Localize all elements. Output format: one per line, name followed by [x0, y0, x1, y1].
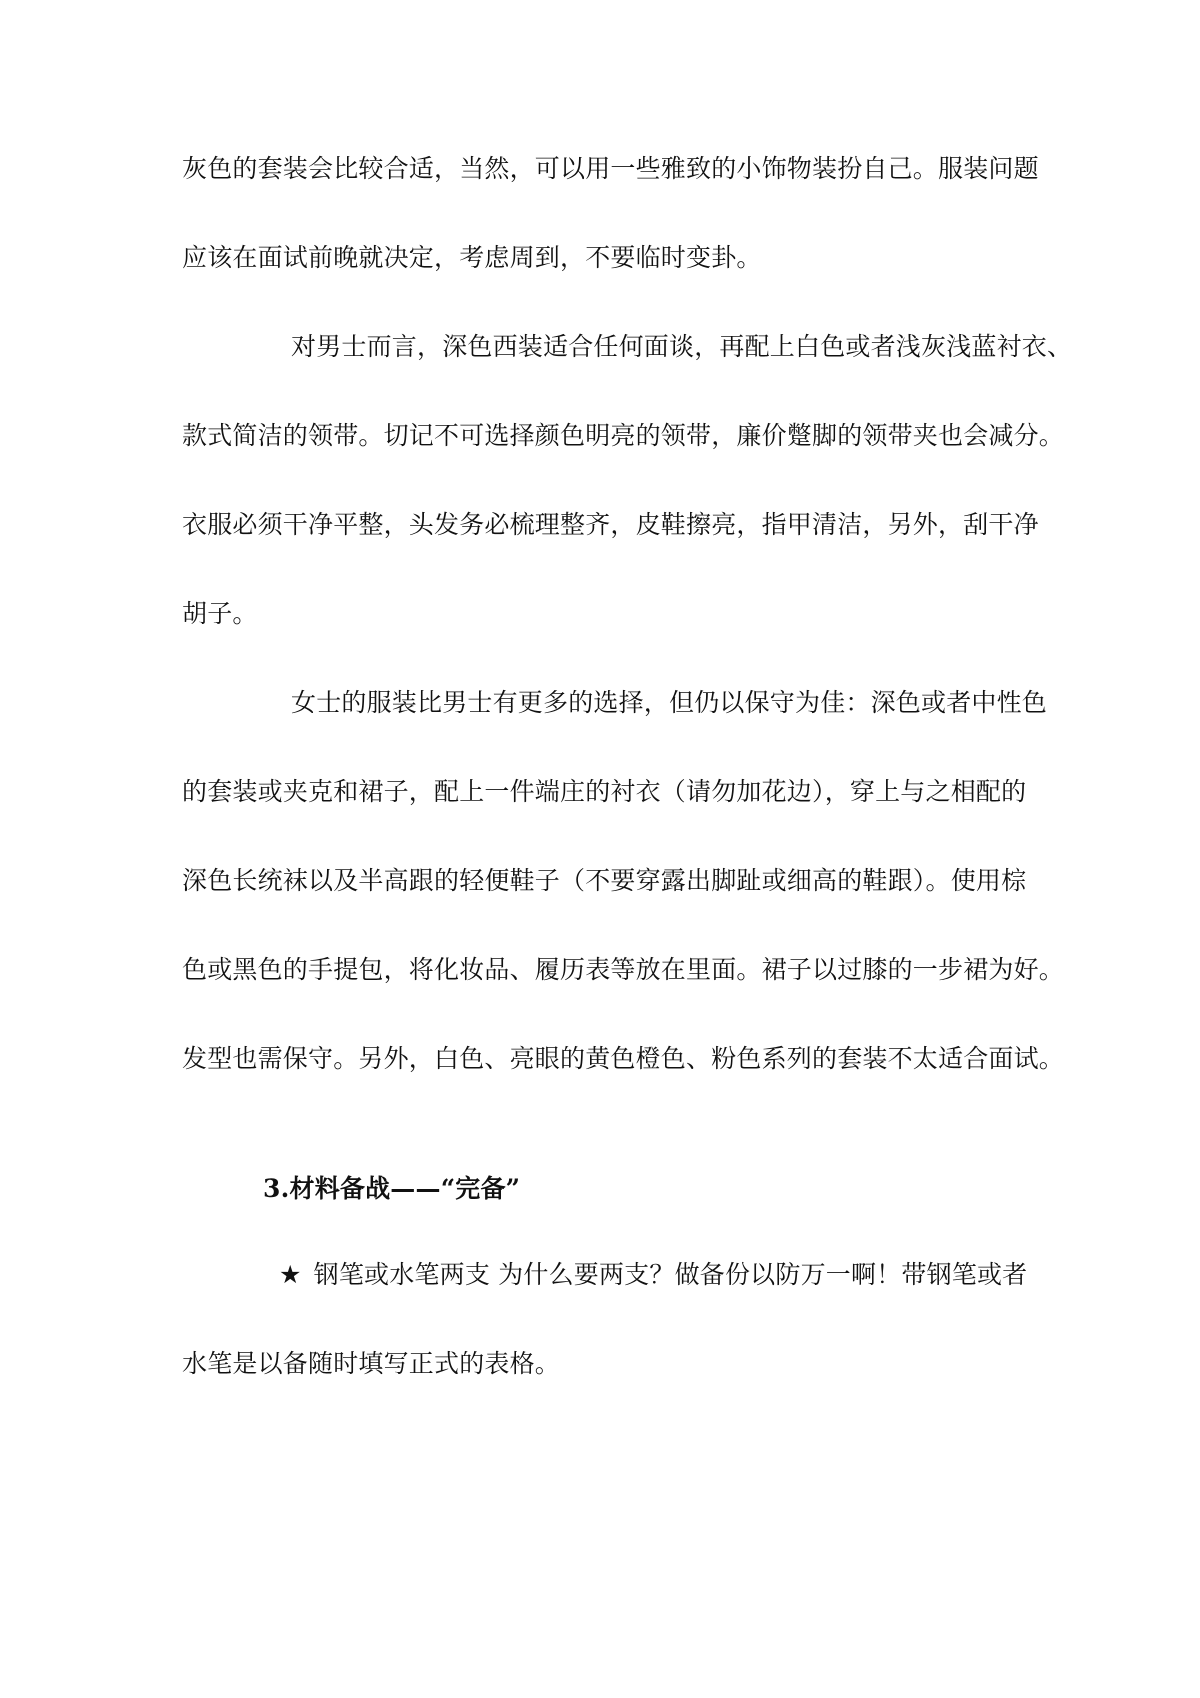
paragraph-2-line-2: 款式简洁的领带。切记不可选择颜色明亮的领带，廉价蹩脚的领带夹也会减分。	[182, 421, 1065, 450]
section-heading: 3.材料备战——“完备”	[263, 1174, 521, 1203]
star-icon: ★	[279, 1260, 302, 1289]
bullet-item-line-2: 水笔是以备随时填写正式的表格。	[182, 1349, 561, 1378]
paragraph-2-line-4: 胡子。	[182, 599, 258, 628]
paragraph-3-line-1: 女士的服装比男士有更多的选择，但仍以保守为佳：深色或者中性色	[291, 688, 1048, 717]
paragraph-1-line-2: 应该在面试前晚就决定，考虑周到，不要临时变卦。	[182, 243, 762, 272]
bullet-item-line-1	[279, 1258, 1027, 1292]
paragraph-3-line-4: 色或黑色的手提包，将化妆品、履历表等放在里面。裙子以过膝的一步裙为好。	[182, 955, 1065, 984]
paragraph-1-line-1: 灰色的套装会比较合适，当然，可以用一些雅致的小饰物装扮自己。服装问题	[182, 154, 1039, 183]
paragraph-2-line-1: 对男士而言，深色西装适合任何面谈，再配上白色或者浅灰浅蓝衬衣、	[291, 332, 1073, 361]
bullet-text-line-1: 钢笔或水笔两支 为什么要两支？做备份以防万一啊！带钢笔或者	[313, 1260, 1028, 1289]
paragraph-3-line-5: 发型也需保守。另外，白色、亮眼的黄色橙色、粉色系列的套装不太适合面试。	[182, 1044, 1065, 1073]
paragraph-3-line-3: 深色长统袜以及半高跟的轻便鞋子（不要穿露出脚趾或细高的鞋跟）。使用棕	[182, 866, 1027, 895]
paragraph-3-line-2: 的套装或夹克和裙子，配上一件端庄的衬衣（请勿加花边），穿上与之相配的	[182, 777, 1027, 806]
paragraph-2-line-3: 衣服必须干净平整，头发务必梳理整齐，皮鞋擦亮，指甲清洁，另外，刮干净	[182, 510, 1039, 539]
